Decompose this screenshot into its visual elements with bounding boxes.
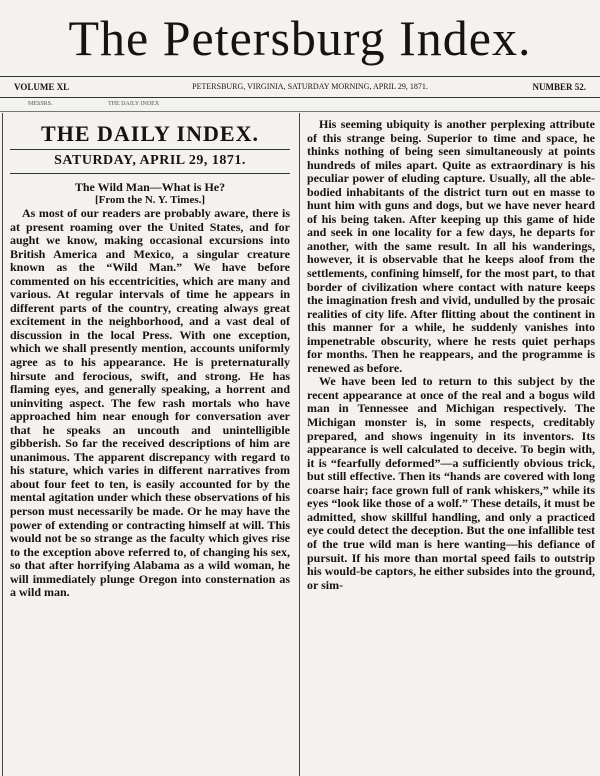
left-column <box>10 118 290 600</box>
date-rule <box>10 173 290 174</box>
paper-title: THE DAILY INDEX. <box>41 121 259 146</box>
article-headline: The Wild Man—What is He? <box>74 180 226 194</box>
article-paragraph: His seeming ubiquity is another perplexing attribute of this strange being. Superior to time and space, he thinks nothing of being seen simultaneously at points hundreds of miles apart. Quite as extraordinary is his peculiar power of eluding capture. Usually, all the able-bodied inhabitants of the district turn out en masse to hunt him with guns and dogs, but we have never heard of his being taken. After keeping up this game of hide and seek in one locality for a few days, he departs for another, with the same result. In all his wanderings, however, it is observable that he keeps aloof from the settlements, confining himself, for the most part, to that border of civilization where contact with nature keeps the imagination fresh and vivid, undulled by the prosaic realities of city life. After flitting about the continent in this manner for a while, he suddenly vanishes into impenetrable obscurity, where he rests quiet perhaps for months. Then he reappears, and the programme is renewed as before. <box>307 117 595 375</box>
article-paragraph: We have been led to return to this subject by the recent appearance at once of the real and a bogus wild man in Tennessee and Michigan respectively. The Michigan monster is, in some respects, creditably prepared, and shows ingenuity in its inventors. Its appearance is well calculated to deceive. To begin with, it is “fearfully deformed”—a sufficiently obvious trick, but still effective. Then its “hands are covered with long coarse hair; face grown full of rank whiskers,” while its eyes “look like those of a wolf.” These details, it must be admitted, show skillful handling, and only a practiced eye could detect the deception. But the one infallible test of the true wild man is here wanting—his defiance of pursuit. If his more than mortal speed fails to outstrip his would-be captors, he either subsides into the ground, or sim- <box>307 374 595 592</box>
issue-date: PETERSBURG, VIRGINIA, SATURDAY MORNING, APRIL 29, 1871. <box>192 82 428 91</box>
left-column-rule <box>2 113 3 776</box>
strip-left-text: MESSRS. <box>28 101 53 107</box>
strip-mid-text: THE DAILY INDEX <box>108 101 160 107</box>
right-column <box>307 118 595 592</box>
header-strip <box>0 97 600 112</box>
title-rule <box>10 149 290 150</box>
article-source: [From the N. Y. Times.] <box>94 194 206 206</box>
dateline-bar <box>0 76 600 98</box>
issue-number: NUMBER 52. <box>532 82 586 92</box>
masthead-title: The Petersburg Index. <box>68 10 532 66</box>
volume-label: VOLUME XL <box>14 82 70 92</box>
paper-date: SATURDAY, APRIL 29, 1871. <box>54 153 246 168</box>
article-paragraph: As most of our readers are probably aware, there is at present roaming over the United States, and for aught we know, making occasional excursions into British America and Mexico, a singular creature known as the “Wild Man.” We have before commented on his eccentricities, which are many and various. At regular intervals of time he appears in different parts of the country, creating always great excitement in the neighborhood, and a vast deal of discussion in the local Press. With one exception, which we shall presently mention, accounts uniformly agree as to his appearance. He is preternaturally hirsute and ferocious, swift, and strong. He has flaming eyes, and generally speaking, a horrent and uninviting aspect. The few rash mortals who have approached him near enough for conversation aver that he speaks an uncouth and unintelligible gibberish. So far the received descriptions of him are unanimous. The apparent discrepancy with regard to his stature, which varies in different narratives from about four feet to ten, is easily accounted for by the mental agitation under which these observations of his person must necessarily be made. Or he may have the power of extending or contracting himself at will. This would not be so strange as the faculty which gives rise to the exception above referred to, of changing his sex, so that after horrifying Alabama as a wild woman, he will immediately plunge Oregon into consternation as a wild man. <box>10 206 290 600</box>
center-column-rule <box>299 113 300 776</box>
